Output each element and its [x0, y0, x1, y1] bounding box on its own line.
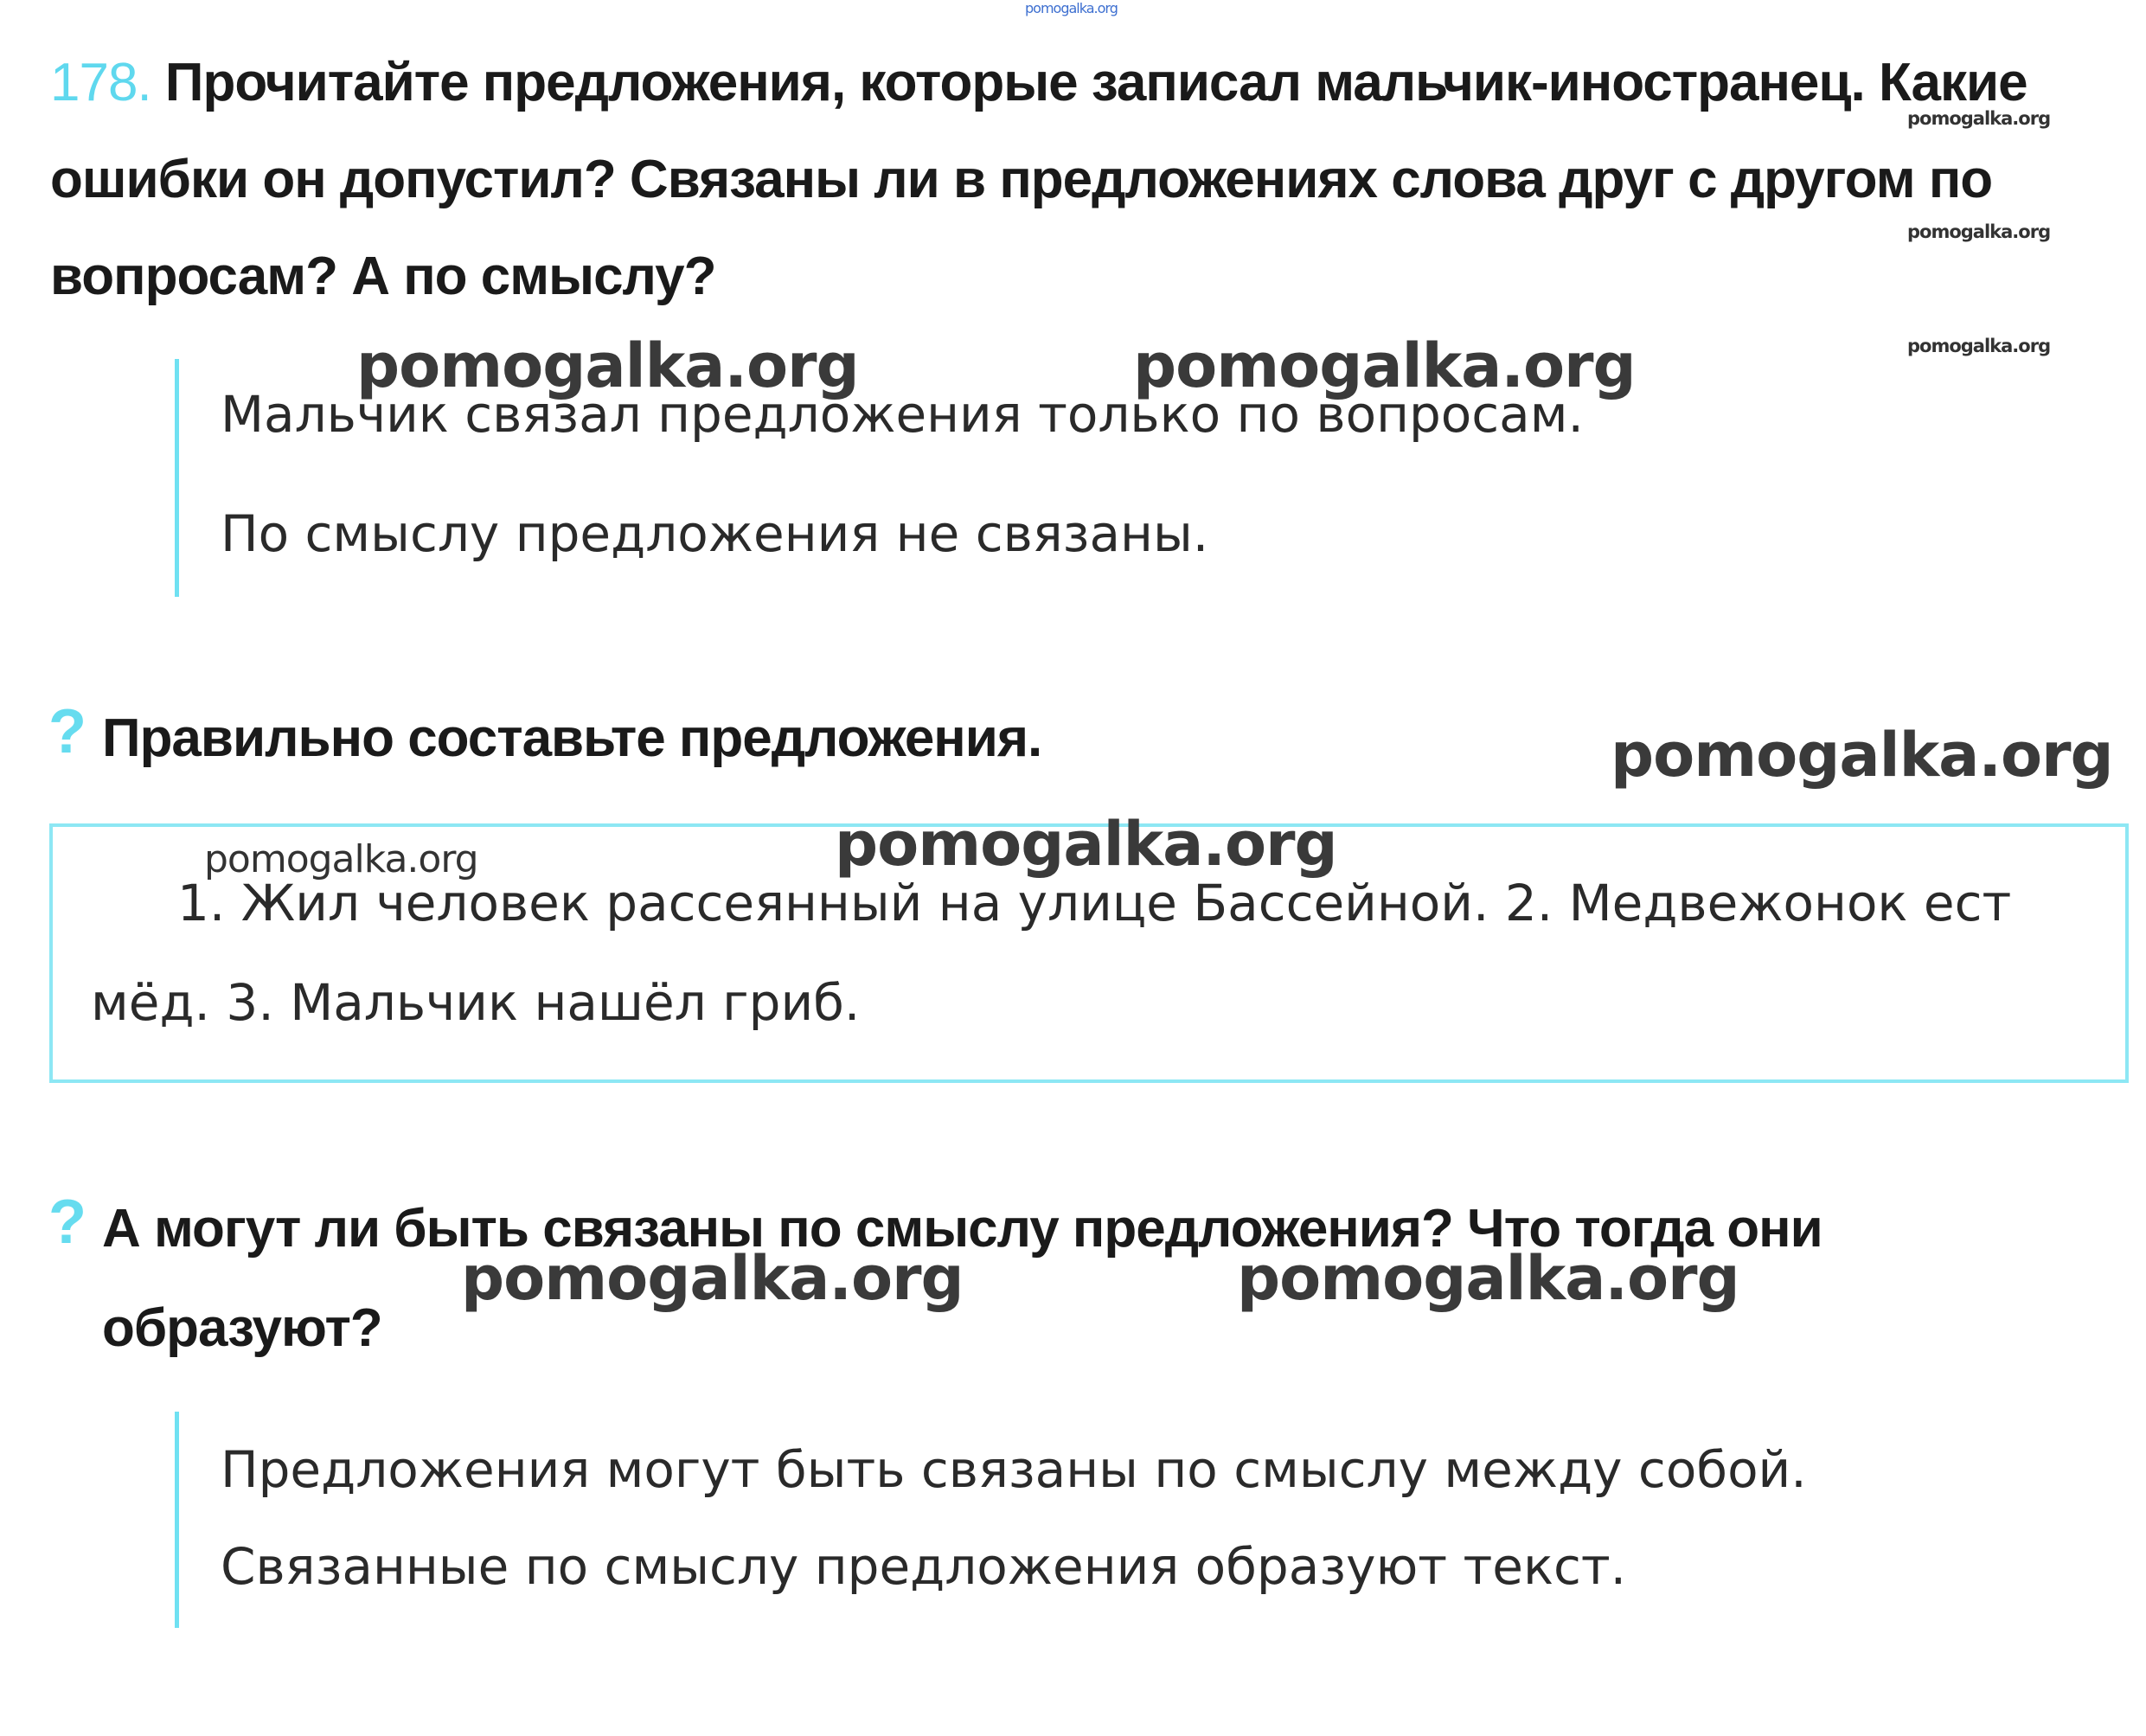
watermark-big-6: pomogalka.org [1237, 1243, 1739, 1314]
answer-2-line-1: 1. Жил человек рассеянный на улице Бассейной. 2. Медвежонок ест [177, 874, 2012, 932]
watermark-big-1: pomogalka.org [356, 330, 859, 401]
question-3-line-2: образуют? [102, 1298, 382, 1358]
task-heading-line-1 [50, 52, 2027, 113]
task-text-line-2: ошибки он допустил? Связаны ли в предложениях слова друг с другом по [50, 150, 1993, 209]
watermark-mid-1: pomogalka.org [204, 837, 478, 881]
answer-2-line-2: мёд. 3. Мальчик нашёл гриб. [91, 973, 861, 1032]
task-text-line-3: вопросам? А по смыслу? [50, 247, 716, 306]
question-3-line-1: А могут ли быть связаны по смыслу предложения? Что тогда они [102, 1199, 1822, 1259]
answer-3-line-2: Связанные по смыслу предложения образуют текст. [221, 1537, 1627, 1596]
question-2-mark: ? [48, 697, 86, 766]
answer-1-line-2: По смыслу предложения не связаны. [221, 504, 1209, 563]
answer-3-accent-bar [175, 1412, 179, 1628]
task-text-line-1: Прочитайте предложения, которые записал мальчик-иностранец. Какие [164, 53, 2027, 112]
task-number: 178. [50, 53, 151, 112]
watermark-top: pomogalka.org [1025, 0, 1118, 16]
watermark-big-5: pomogalka.org [461, 1243, 964, 1314]
answer-3-line-1: Предложения могут быть связаны по смыслу между собой. [221, 1440, 1807, 1499]
watermark-small-2: pomogalka.org [1907, 221, 2051, 242]
answer-1-accent-bar [175, 359, 179, 597]
question-3-mark: ? [48, 1188, 86, 1257]
watermark-big-3: pomogalka.org [1611, 720, 2113, 791]
watermark-small-1: pomogalka.org [1907, 108, 2051, 129]
answer-1-line-1: Мальчик связал предложения только по вопросам. [221, 385, 1584, 444]
watermark-big-4: pomogalka.org [835, 809, 1337, 880]
watermark-small-3: pomogalka.org [1907, 336, 2051, 356]
question-2-text: Правильно составьте предложения. [102, 708, 1042, 768]
watermark-big-2: pomogalka.org [1133, 330, 1636, 401]
